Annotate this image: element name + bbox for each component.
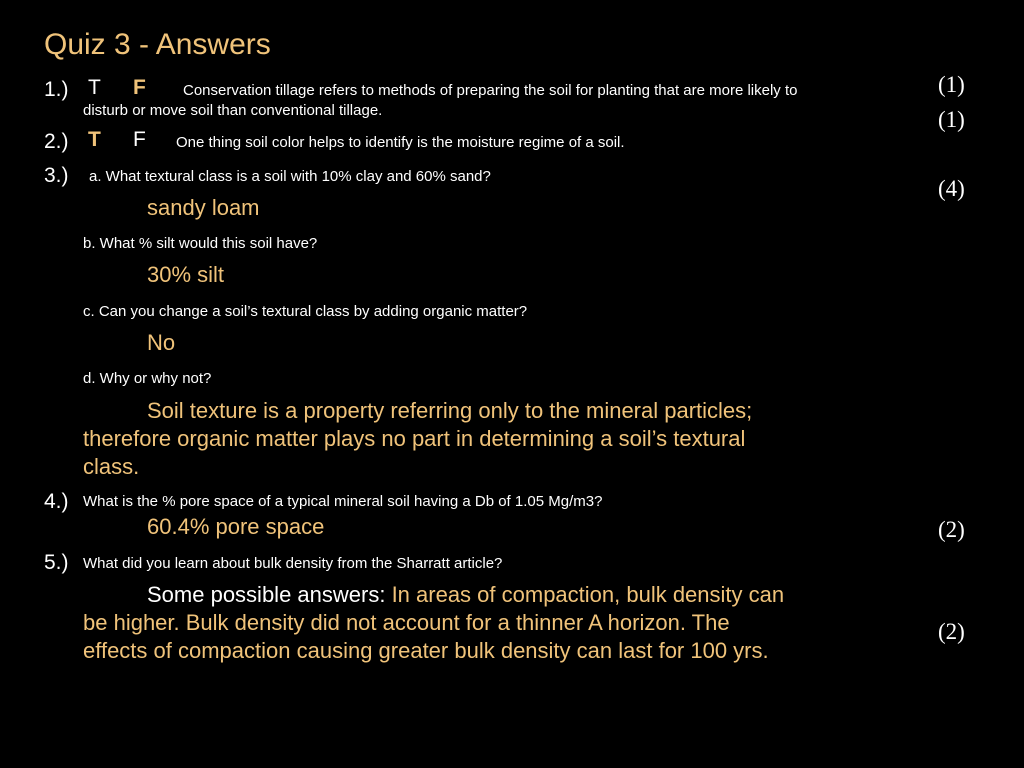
q3d-question: d. Why or why not? <box>83 370 212 387</box>
q3-number: 3.) <box>44 164 69 187</box>
q1-true-option: T <box>88 76 101 99</box>
q4-points: (2) <box>938 517 965 542</box>
q2-false-option: F <box>133 128 146 151</box>
q5-points: (2) <box>938 619 965 644</box>
q5-answer-text1: In areas of compaction, bulk density can <box>391 582 785 607</box>
q3c-question: c. Can you change a soil’s textural class by adding organic matter? <box>83 303 528 320</box>
q2-number: 2.) <box>44 130 69 153</box>
q5-question: What did you learn about bulk density from the Sharratt article? <box>83 555 503 572</box>
q3b-question: b. What % silt would this soil have? <box>83 235 318 252</box>
q4-number: 4.) <box>44 490 69 513</box>
q5-answer-line3: effects of compaction causing greater bulk density can last for 100 yrs. <box>83 638 769 663</box>
q3d-answer-line2: therefore organic matter plays no part in determining a soil’s textural <box>83 426 746 451</box>
q1-points: (1) <box>938 72 965 97</box>
q1-text-line2: disturb or move soil than conventional tillage. <box>83 102 383 119</box>
q5-answer-line2: be higher. Bulk density did not account for a thinner A horizon. The <box>83 610 730 635</box>
q5-answer-line1 <box>147 582 784 608</box>
q3a-answer: sandy loam <box>147 195 260 220</box>
q1-false-option-selected: F <box>133 76 146 99</box>
q1-number: 1.) <box>44 78 69 101</box>
q3-points: (4) <box>938 176 965 201</box>
page-title: Quiz 3 - Answers <box>44 28 271 61</box>
q4-answer: 60.4% pore space <box>147 514 325 539</box>
q5-answer-prefix: Some possible answers: <box>147 582 392 607</box>
q2-points: (1) <box>938 107 965 132</box>
q2-true-option-selected: T <box>88 128 101 151</box>
q3d-answer-line3: class. <box>83 454 140 479</box>
q3c-answer: No <box>147 330 176 355</box>
q3d-answer-line1: Soil texture is a property referring only to the mineral particles; <box>147 398 753 423</box>
q4-question: What is the % pore space of a typical mineral soil having a Db of 1.05 Mg/m3? <box>83 493 603 510</box>
q3b-answer: 30% silt <box>147 262 225 287</box>
q1-text-line1: Conservation tillage refers to methods of preparing the soil for planting that are more likely to <box>183 82 798 99</box>
q3a-question: a. What textural class is a soil with 10% clay and 60% sand? <box>89 168 491 185</box>
q5-number: 5.) <box>44 551 69 574</box>
q2-text: One thing soil color helps to identify is the moisture regime of a soil. <box>176 134 625 151</box>
